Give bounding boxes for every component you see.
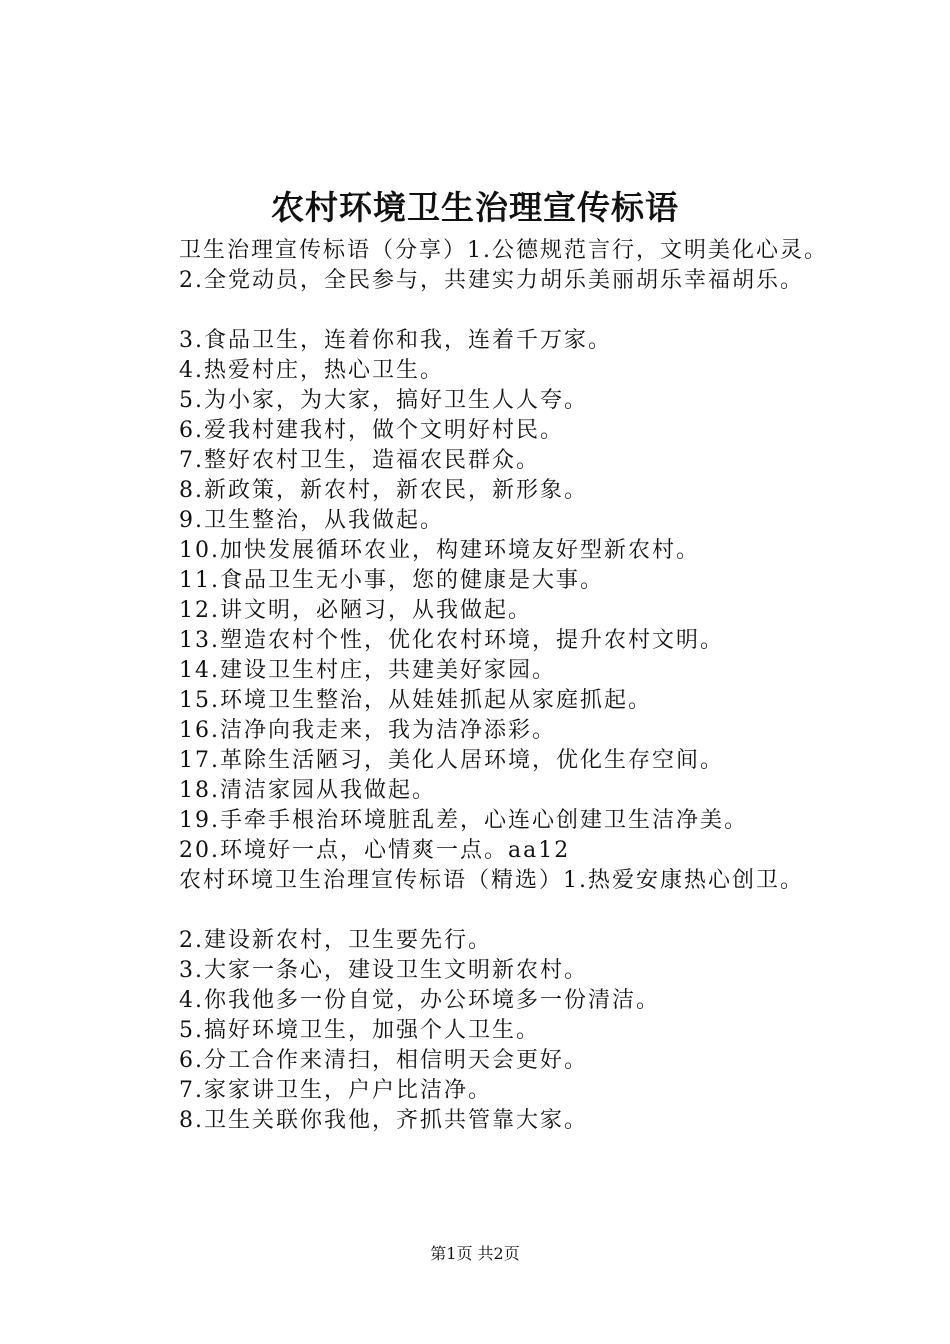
slogan-line: 6.分工合作来清扫，相信明天会更好。 [179, 1048, 588, 1073]
slogan-line: 7.整好农村卫生，造福农民群众。 [179, 448, 540, 473]
slogan-line: 10.加快发展循环农业，构建环境友好型新农村。 [179, 538, 700, 563]
slogan-line: 6.爱我村建我村，做个文明好村民。 [179, 418, 564, 443]
slogan-line: 9.卫生整治，从我做起。 [179, 508, 444, 533]
slogan-line: 17.革除生活陋习，美化人居环境，优化生存空间。 [179, 748, 724, 773]
slogan-line: 4.你我他多一份自觉，办公环境多一份清洁。 [179, 988, 660, 1013]
slogan-line: 5.为小家，为大家，搞好卫生人人夸。 [179, 388, 588, 413]
slogan-line: 3.食品卫生，连着你和我，连着千万家。 [179, 328, 612, 353]
slogan-line: 7.家家讲卫生，户户比洁净。 [179, 1078, 492, 1103]
slogan-line: 2.全党动员，全民参与，共建实力胡乐美丽胡乐幸福胡乐。 [179, 268, 804, 293]
paragraph-gap [131, 896, 856, 926]
document-body [131, 236, 856, 1136]
paragraph-gap [131, 296, 856, 326]
slogan-line: 8.新政策，新农村，新农民，新形象。 [179, 478, 588, 503]
section1-intro: 卫生治理宣传标语（分享）1.公德规范言行，文明美化心灵。 [179, 238, 828, 263]
slogan-line: 15.环境卫生整治，从娃娃抓起从家庭抓起。 [179, 688, 652, 713]
slogan-line: 16.洁净向我走来，我为洁净添彩。 [179, 718, 556, 743]
slogan-line: 4.热爱村庄，热心卫生。 [179, 358, 444, 383]
slogan-line: 8.卫生关联你我他，齐抓共管靠大家。 [179, 1108, 588, 1133]
slogan-line: 12.讲文明，必陋习，从我做起。 [179, 598, 532, 623]
slogan-line: 3.大家一条心，建设卫生文明新农村。 [179, 958, 588, 983]
slogan-line: 20.环境好一点，心情爽一点。aa12 [179, 838, 571, 863]
slogan-line: 11.食品卫生无小事，您的健康是大事。 [179, 568, 604, 593]
section2-intro: 农村环境卫生治理宣传标语（精选）1.热爱安康热心创卫。 [179, 868, 804, 893]
slogan-line: 14.建设卫生村庄，共建美好家园。 [179, 658, 556, 683]
slogan-line: 18.清洁家园从我做起。 [179, 778, 436, 803]
slogan-line: 19.手牵手根治环境脏乱差，心连心创建卫生洁净美。 [179, 808, 748, 833]
slogan-line: 5.搞好环境卫生，加强个人卫生。 [179, 1018, 540, 1043]
slogan-line: 2.建设新农村，卫生要先行。 [179, 928, 492, 953]
slogan-line: 13.塑造农村个性，优化农村环境，提升农村文明。 [179, 628, 724, 653]
page-footer: 第1页 共2页 [430, 1244, 520, 1263]
document-title: 农村环境卫生治理宣传标语 [271, 188, 679, 227]
